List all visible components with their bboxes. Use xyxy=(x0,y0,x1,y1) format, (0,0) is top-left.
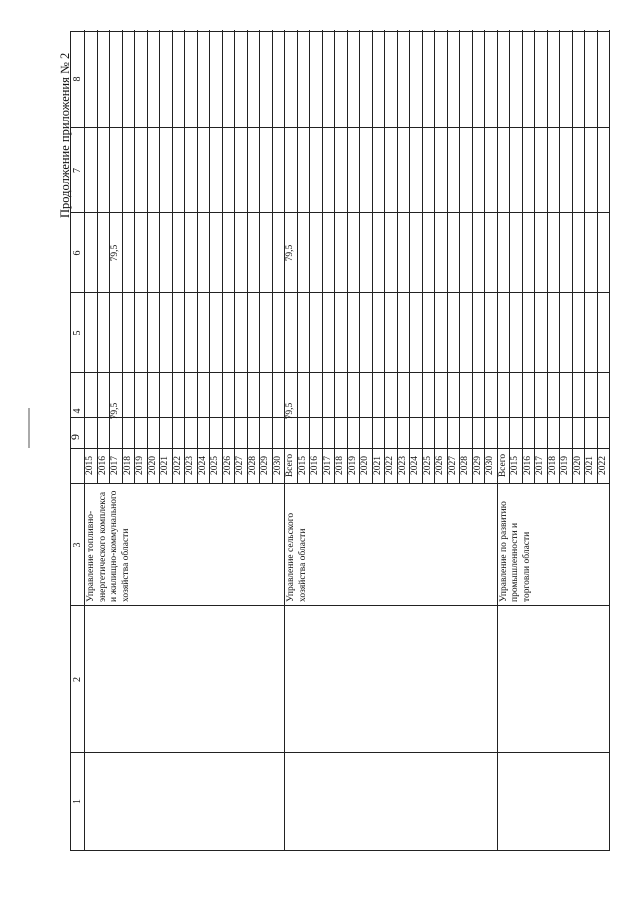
year-cell: 2029 xyxy=(472,456,483,475)
row-divider xyxy=(322,30,323,484)
row-divider xyxy=(534,30,535,484)
row-divider xyxy=(334,30,335,484)
column-divider xyxy=(71,752,609,753)
row-divider xyxy=(372,30,373,484)
row-divider xyxy=(234,30,235,484)
year-cell: 2021 xyxy=(160,456,170,475)
page-edge-mark xyxy=(28,408,30,448)
year-cell: 2024 xyxy=(197,456,208,475)
year-cell: 2016 xyxy=(522,456,533,475)
year-cell: 2018 xyxy=(547,456,558,475)
column-header: 4 xyxy=(72,408,83,414)
rotated-table-wrapper xyxy=(70,31,610,851)
row-divider xyxy=(347,30,348,484)
row-divider xyxy=(434,30,435,484)
column-header: 7 xyxy=(72,168,83,173)
year-cell: 2015 xyxy=(297,456,308,475)
column-divider xyxy=(71,372,609,373)
year-cell: 2021 xyxy=(585,456,595,475)
year-cell: 2020 xyxy=(147,456,158,475)
row-divider xyxy=(309,30,310,484)
year-cell: 2019 xyxy=(135,456,145,475)
year-cell: 2018 xyxy=(122,456,133,475)
budget-table xyxy=(70,31,610,851)
year-cell: 2016 xyxy=(97,456,108,475)
row-divider xyxy=(209,30,210,484)
year-cell: 2026 xyxy=(435,456,445,475)
year-cell: 2017 xyxy=(322,456,333,475)
section-organization-label: Управление по развитию промышленности и торговли области xyxy=(498,501,532,602)
column-header: 6 xyxy=(72,250,83,256)
row-divider xyxy=(559,30,560,484)
section-organization-label: Управление сельского хозяйства области xyxy=(286,512,308,602)
column-divider xyxy=(71,605,609,606)
row-divider xyxy=(172,30,173,484)
year-cell: 2028 xyxy=(247,456,258,475)
year-cell: 2019 xyxy=(347,456,358,475)
column-header: 3 xyxy=(72,542,83,548)
row-divider xyxy=(547,30,548,484)
row-divider xyxy=(447,30,448,484)
column-divider xyxy=(71,212,609,213)
column-header: 5 xyxy=(72,330,83,336)
value-cell-col6: 79,5 xyxy=(110,244,120,262)
year-cell: 2022 xyxy=(597,456,608,475)
column-divider xyxy=(71,483,609,484)
year-cell: 2024 xyxy=(410,456,420,475)
row-divider xyxy=(222,30,223,484)
year-cell: 2022 xyxy=(172,456,183,475)
row-divider xyxy=(272,30,273,484)
row-divider xyxy=(509,30,510,484)
year-cell: 2023 xyxy=(397,456,408,475)
year-cell: Всего xyxy=(497,453,508,478)
year-cell: 2025 xyxy=(422,456,433,475)
row-divider xyxy=(122,30,123,484)
year-cell: 2021 xyxy=(372,456,383,475)
value-cell-col4: 79,5 xyxy=(285,402,295,420)
year-cell: 2029 xyxy=(260,456,270,475)
row-divider xyxy=(259,30,260,484)
year-cell: 2018 xyxy=(335,456,345,475)
year-cell: 2025 xyxy=(210,456,220,475)
year-cell: 2016 xyxy=(310,456,320,475)
year-cell: Всего xyxy=(285,453,295,478)
row-divider xyxy=(422,30,423,484)
year-cell: 2028 xyxy=(460,456,470,475)
year-cell: 2026 xyxy=(222,456,233,475)
year-cell: 2030 xyxy=(485,456,495,475)
section-organization-label: Управление топливно-энергетического комплекса и жилищно-коммунального хозяйства области xyxy=(86,490,131,602)
appendix-continuation-heading: Продолжение приложения № 2 xyxy=(58,52,72,218)
row-divider xyxy=(472,30,473,484)
row-divider xyxy=(147,30,148,484)
page-number: 9 xyxy=(68,434,82,440)
row-divider xyxy=(609,30,610,484)
column-divider xyxy=(71,127,609,128)
column-divider xyxy=(71,292,609,293)
year-cell: 2027 xyxy=(447,456,458,475)
year-cell: 2030 xyxy=(272,456,283,475)
header-separator xyxy=(84,30,85,850)
row-divider xyxy=(397,30,398,484)
column-divider xyxy=(71,417,609,418)
column-header: 2 xyxy=(72,677,83,682)
row-divider xyxy=(159,30,160,484)
row-divider xyxy=(197,30,198,484)
row-divider xyxy=(409,30,410,484)
row-divider xyxy=(297,30,298,484)
row-divider xyxy=(384,30,385,484)
row-divider xyxy=(584,30,585,484)
row-divider xyxy=(97,30,98,484)
section-separator xyxy=(497,30,498,850)
row-divider xyxy=(184,30,185,484)
column-header: 1 xyxy=(72,799,83,804)
value-cell-col6: 79,5 xyxy=(285,244,295,262)
year-cell: 2022 xyxy=(385,456,395,475)
year-cell: 2017 xyxy=(535,456,545,475)
value-cell-col4: 79,5 xyxy=(110,402,120,420)
row-divider xyxy=(359,30,360,484)
row-divider xyxy=(459,30,460,484)
year-cell: 2023 xyxy=(185,456,195,475)
year-cell: 2020 xyxy=(572,456,583,475)
row-divider xyxy=(247,30,248,484)
row-divider xyxy=(572,30,573,484)
year-cell: 2020 xyxy=(360,456,370,475)
row-divider xyxy=(484,30,485,484)
row-divider xyxy=(522,30,523,484)
year-cell: 2019 xyxy=(560,456,570,475)
year-cell: 2027 xyxy=(235,456,245,475)
year-cell: 2015 xyxy=(85,456,95,475)
year-cell: 2017 xyxy=(110,456,120,475)
row-divider xyxy=(134,30,135,484)
column-header: 8 xyxy=(72,76,83,82)
year-cell: 2015 xyxy=(510,456,520,475)
row-divider xyxy=(597,30,598,484)
